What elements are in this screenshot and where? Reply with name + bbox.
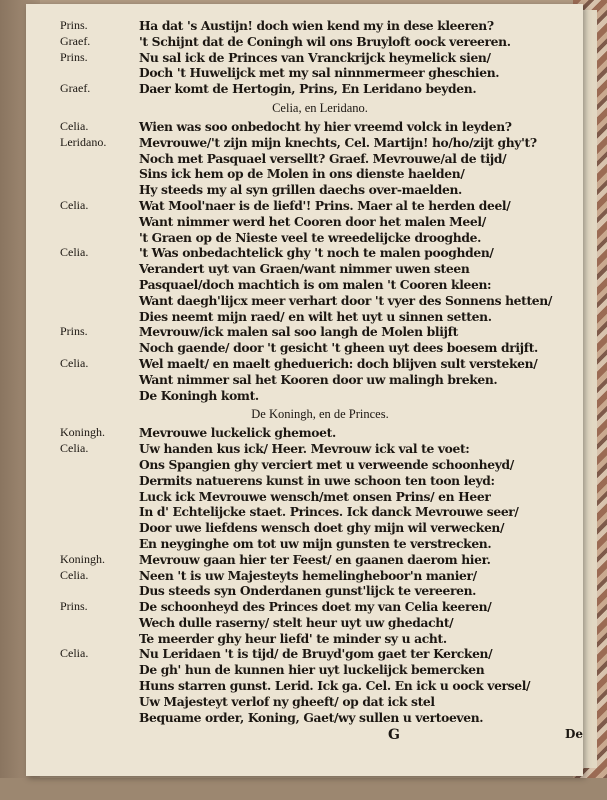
verse-text: Uw Majesteyt verlof ny gheeft/ op dat ick stel	[139, 693, 435, 709]
verse-line	[60, 504, 580, 520]
background-bottom	[0, 778, 607, 800]
signature-mark: G	[388, 727, 400, 744]
facing-page-bleed	[583, 14, 593, 754]
speaker-name: Koningh.	[60, 425, 105, 440]
verse-text: Wel maelt/ en maelt gheduerich: doch blijven sult versteken/	[139, 355, 538, 371]
speaker-name: Celia.	[60, 197, 89, 212]
verse-line	[60, 536, 580, 552]
dialogue-block-2	[60, 119, 580, 403]
verse-text: Mevrouw gaan hier ter Feest/ en gaanen daerom hier.	[139, 551, 491, 567]
speaker-name: Celia.	[60, 118, 89, 133]
verse-line	[60, 18, 580, 34]
speaker-name: Celia.	[60, 567, 89, 582]
verse-line	[60, 81, 580, 97]
verse-text: 't Schijnt dat de Coningh wil ons Bruyloft oock vereeren.	[139, 33, 511, 49]
verse-line	[60, 277, 580, 293]
verse-text: Te meerder ghy heur liefd' te minder sy u acht.	[139, 630, 447, 646]
verse-text: Mevrouwe/'t zijn mijn knechts, Cel. Martijn! ho/ho/zijt ghy't?	[139, 134, 537, 150]
speaker-name: Prins.	[60, 18, 88, 32]
verse-line	[60, 198, 580, 214]
verse-line	[60, 245, 580, 261]
verse-text: 't Was onbedachtelick ghy 't noch te malen pooghden/	[139, 245, 494, 261]
verse-text: Luck ick Mevrouwe wensch/met onsen Prins/ en Heer	[139, 488, 491, 504]
page-footer	[60, 725, 583, 745]
verse-line	[60, 372, 580, 388]
verse-text: Dermits natuerens kunst in uwe schoon ten toon leyd:	[139, 472, 495, 488]
verse-line	[60, 694, 580, 710]
verse-text: Bequame order, Koning, Gaet/wy sullen u vertoeven.	[139, 709, 484, 725]
speaker-name: Celia.	[60, 355, 89, 370]
verse-line	[60, 309, 580, 325]
verse-line	[60, 710, 580, 726]
verse-line	[60, 568, 580, 584]
verse-text: In d' Echtelijcke staet. Princes. Ick danck Mevrouwe seer/	[139, 504, 519, 520]
verse-text: Mevrouwe luckelick ghemoet.	[139, 425, 336, 441]
verse-text: Huns starren gunst. Lerid. Ick ga. Cel. En ick u oock versel/	[139, 678, 531, 694]
verse-line	[60, 441, 580, 457]
dialogue-block-3	[60, 425, 580, 725]
verse-text: Neen 't is uw Majesteyts hemelingheboor'n manier/	[139, 567, 477, 583]
verse-line	[60, 182, 580, 198]
verse-text: De gh' hun de kunnen hier uyt luckelijck bemercken	[139, 662, 485, 678]
speaker-name: Prins.	[60, 324, 88, 339]
verse-text: Want nimmer werd het Cooren door het malen Meel/	[139, 213, 486, 229]
verse-text: Wat Mool'naer is de liefd'! Prins. Maer al te herden deel/	[139, 197, 511, 213]
verse-line	[60, 65, 580, 81]
verse-line	[60, 214, 580, 230]
verse-line	[60, 34, 580, 50]
verse-text: Verandert uyt van Graen/want nimmer uwen steen	[139, 261, 470, 277]
verse-line	[60, 678, 580, 694]
dialogue-block-1	[60, 18, 580, 97]
catchword: De	[564, 727, 583, 742]
verse-line	[60, 583, 580, 599]
verse-line	[60, 552, 580, 568]
verse-text: De schoonheyd des Princes doet my van Celia keeren/	[139, 599, 492, 615]
verse-line	[60, 340, 580, 356]
speaker-name: Leridano.	[60, 134, 107, 149]
verse-text: Hy steeds my al syn grillen daechs over-maelden.	[139, 182, 462, 198]
verse-text: Noch met Pasquael versellt? Graef. Mevrouwe/al de tijd/	[139, 150, 507, 166]
speaker-name: Graef.	[60, 81, 91, 96]
verse-text: Ha dat 's Austijn! doch wien kend my in dese kleeren?	[139, 18, 494, 33]
verse-text: 't Graen op de Nieste veel te wreedelijcke drooghde.	[139, 229, 482, 245]
verse-line	[60, 293, 580, 309]
verse-line	[60, 230, 580, 246]
verse-line	[60, 261, 580, 277]
verse-text: Dus steeds syn Onderdanen gunst'lijck te vereeren.	[139, 583, 477, 599]
verse-text: Noch gaende/ door 't gesicht 't gheen uyt dees boesem drijft.	[139, 340, 538, 356]
verse-line	[60, 388, 580, 404]
verse-text: Door uwe liefdens wensch doet ghy mijn wil verwecken/	[139, 520, 505, 536]
verse-line	[60, 473, 580, 489]
verse-text: Daer komt de Hertogin, Prins, En Leridano beyden.	[139, 81, 477, 97]
verse-line	[60, 119, 580, 135]
verse-line	[60, 615, 580, 631]
verse-line	[60, 166, 580, 182]
verse-text: Want daegh'lijcx meer verhart door 't vyer des Sonnens hetten/	[139, 292, 553, 308]
verse-line	[60, 662, 580, 678]
verse-line	[60, 631, 580, 647]
scene-heading: De Koningh, en de Princes.	[251, 407, 389, 422]
verse-text: Nu sal ick de Princes van Vranckrijck heymelick sien/	[139, 49, 491, 65]
verse-line	[60, 520, 580, 536]
speaker-name: Koningh.	[60, 551, 105, 566]
verse-line	[60, 457, 580, 473]
verse-text: Wien was soo onbedocht hy hier vreemd volck in leyden?	[139, 118, 512, 134]
speaker-name: Celia.	[60, 245, 89, 260]
verse-line	[60, 151, 580, 167]
verse-text: Doch 't Huwelijck met my sal ninnmermeer gheschien.	[139, 65, 500, 81]
verse-line	[60, 646, 580, 662]
verse-text: Pasquael/doch machtich is om malen 't Cooren kleen:	[139, 276, 492, 292]
verse-text: Ons Spangien ghy verciert met u verweende schoonheyd/	[139, 456, 514, 472]
speaker-name: Prins.	[60, 49, 88, 64]
verse-text: Sins ick hem op de Molen in ons dienste haelden/	[139, 166, 465, 182]
verse-text: Wech dulle raserny/ stelt heur uyt uw ghedacht/	[139, 614, 454, 630]
speaker-name: Prins.	[60, 599, 88, 614]
verse-text: Uw handen kus ick/ Heer. Mevrouw ick val te voet:	[139, 441, 470, 457]
verse-text: De Koningh komt.	[139, 387, 259, 403]
speaker-name: Celia.	[60, 441, 89, 456]
verse-line	[60, 425, 580, 441]
verse-line	[60, 599, 580, 615]
speaker-name: Graef.	[60, 33, 91, 48]
verse-text: Mevrouw/ick malen sal soo langh de Molen blijft	[139, 324, 458, 340]
scene-heading: Celia, en Leridano.	[272, 100, 368, 115]
verse-text: En neyginghe om tot uw mijn gunsten te verstrecken.	[139, 535, 492, 551]
verse-line	[60, 356, 580, 372]
verse-line	[60, 50, 580, 66]
speaker-name: Celia.	[60, 646, 89, 661]
verse-text: Nu Leridaen 't is tijd/ de Bruyd'gom gaet ter Kercken/	[139, 646, 493, 662]
verse-text: Dies neemt mijn raed/ en wilt het uyt u sinnen setten.	[139, 308, 492, 324]
page-text	[60, 18, 583, 745]
verse-line	[60, 489, 580, 505]
book-page	[26, 4, 583, 776]
verse-line	[60, 324, 580, 340]
verse-text: Want nimmer sal het Kooren door uw malingh breken.	[139, 371, 498, 387]
verse-line	[60, 135, 580, 151]
